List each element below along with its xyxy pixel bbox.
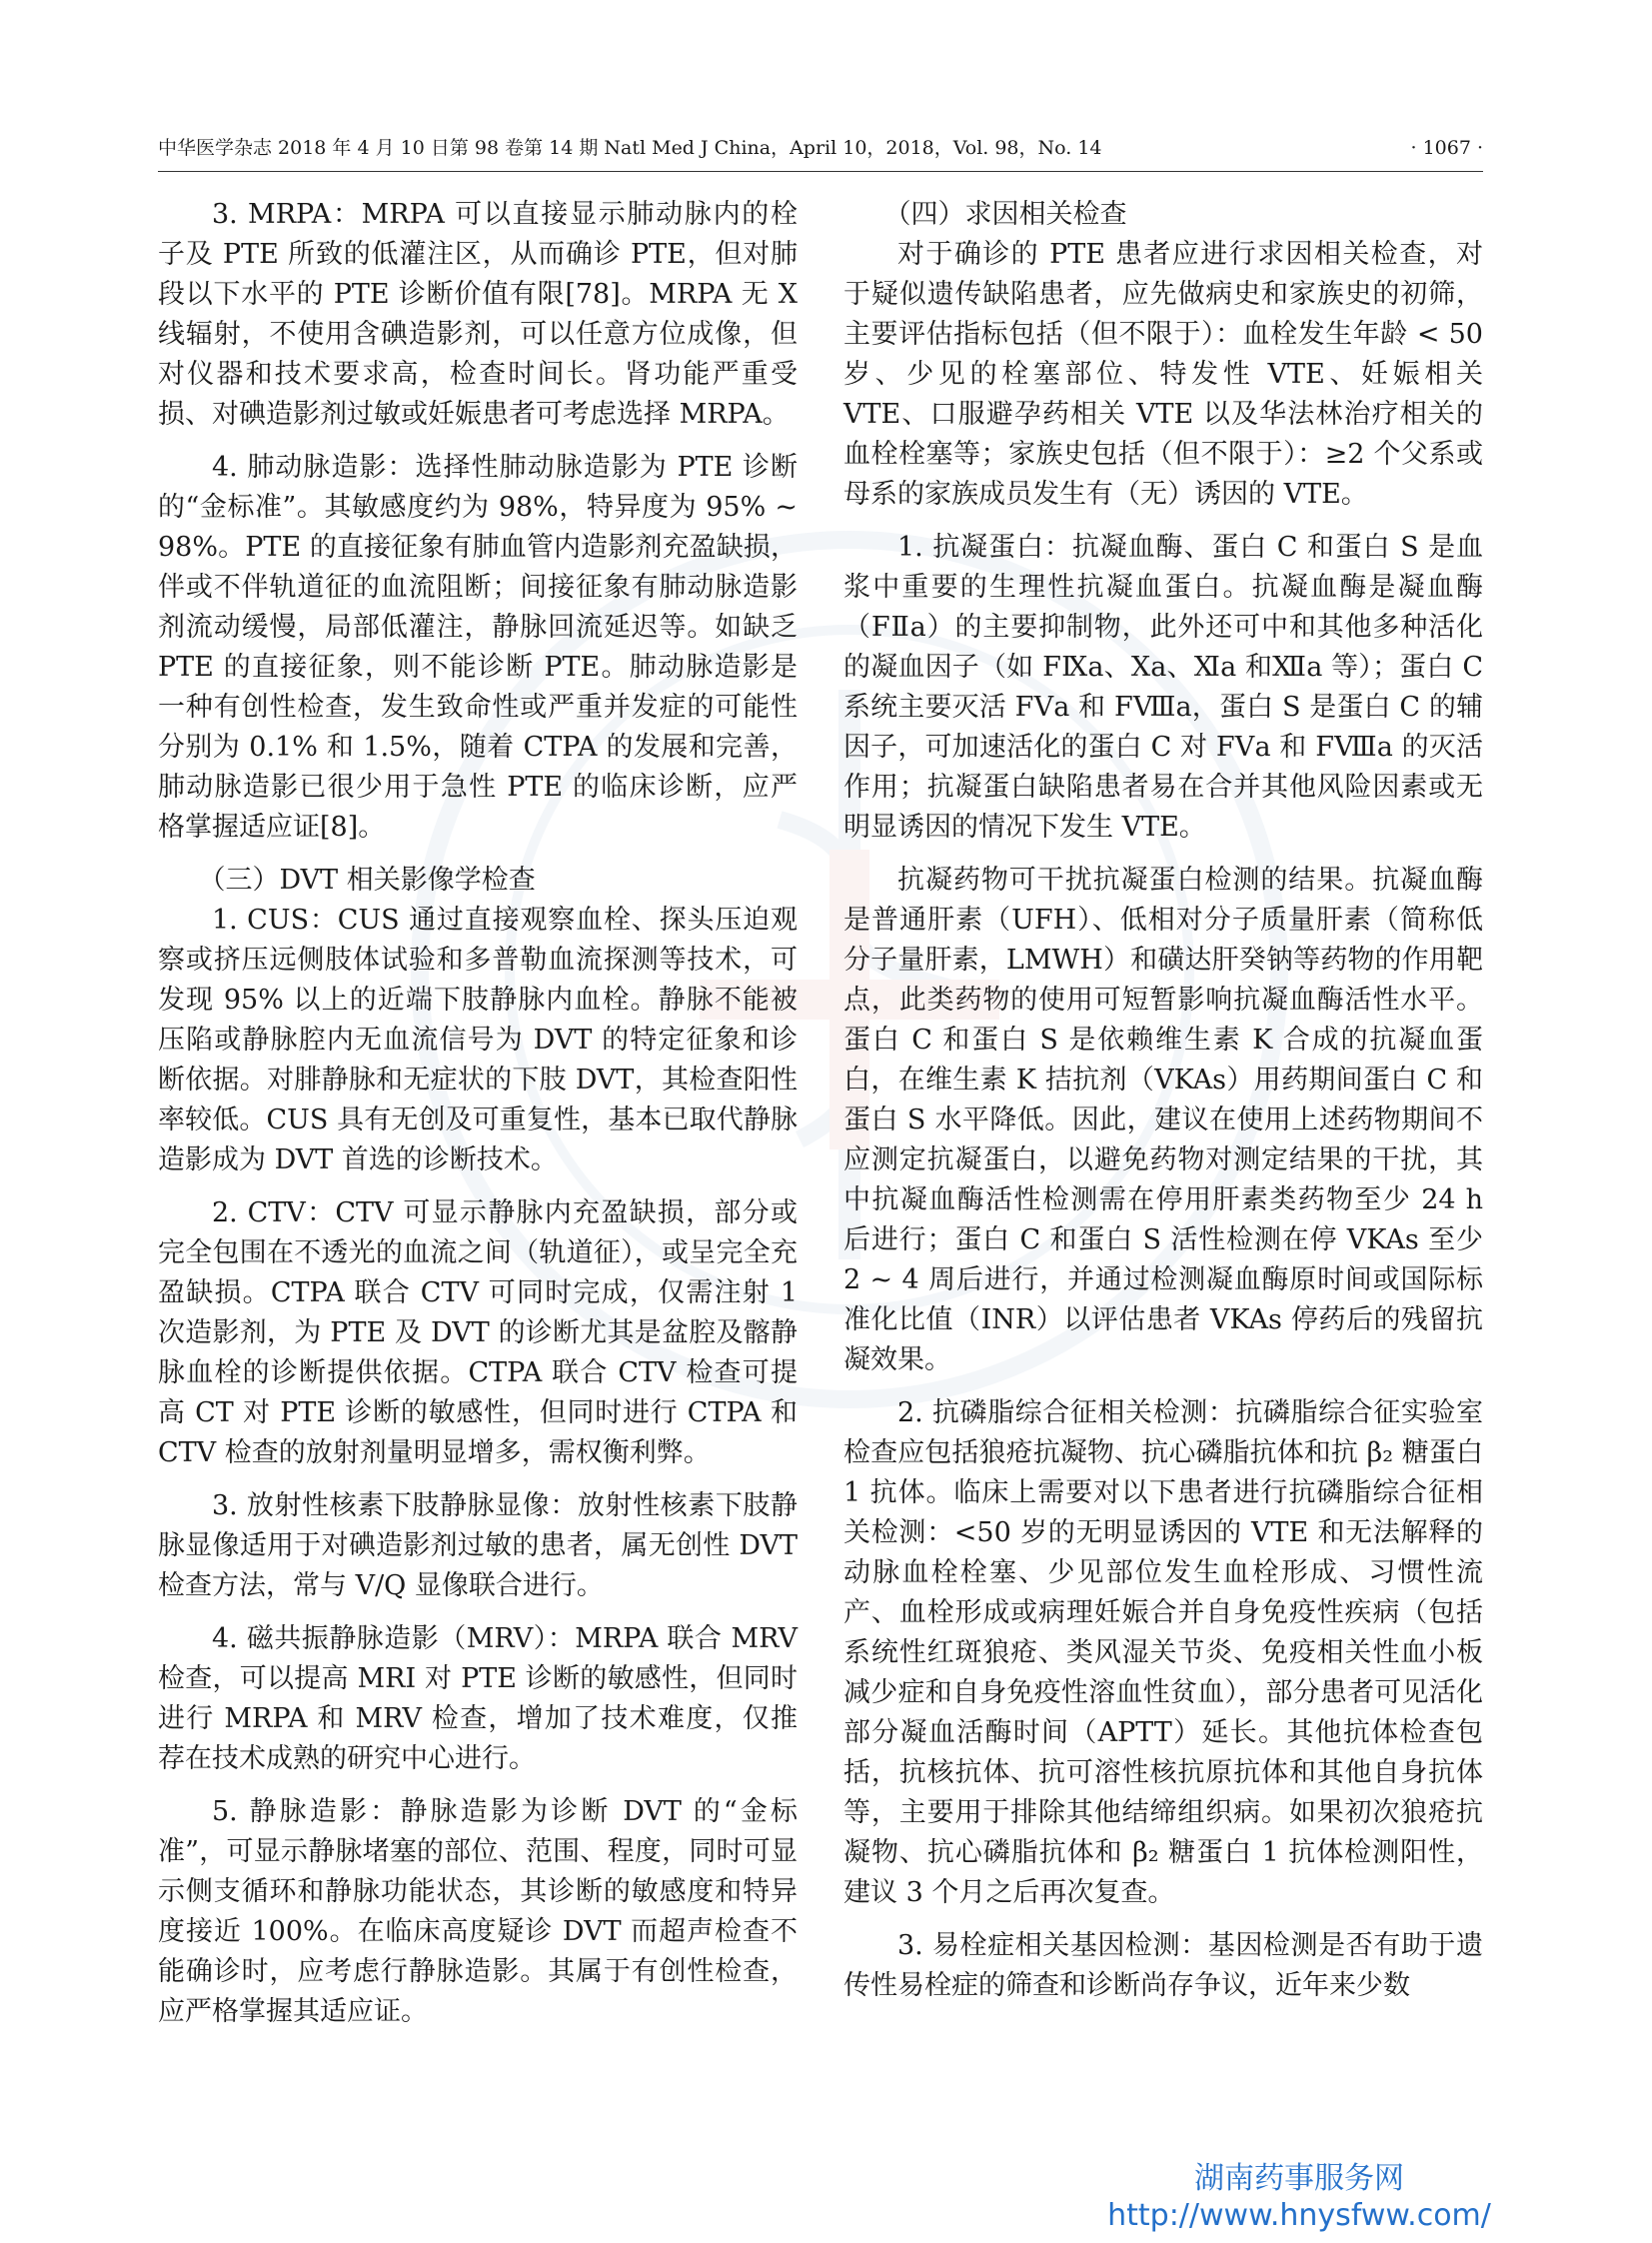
paragraph-radionuclide: 3. 放射性核素下肢静脉显像：放射性核素下肢静脉显像适用于对碘造影剂过敏的患者，属无创性 DVT 检查方法，常与 V/Q 显像联合进行。: [158, 1490, 798, 1601]
paragraph-ctv: 2. CTV：CTV 可显示静脉内充盈缺损，部分或完全包围在不透光的血流之间（轨道征），或呈完全充盈缺损。CTPA 联合 CTV 可同时完成，仅需注射 1 次造影剂，为 PTE 及 DVT 的诊断尤其是盆腔及髂静脉血栓的诊断提供依据。CTPA 联合 CTV 检查可提高 CT 对 PTE 诊断的敏感性，但同时进行 CTPA 和 CTV 检查的放射剂量明显增多，需权衡利弊。: [158, 1197, 798, 1468]
paragraph-thrombophilia-genes: 3. 易栓症相关基因检测：基因检测是否有助于遗传性易栓症的筛查和诊断尚存争议，近年来少数: [843, 1930, 1483, 2001]
paragraph-antiphospholipid: 2. 抗磷脂综合征相关检测：抗磷脂综合征实验室检查应包括狼疮抗凝物、抗心磷脂抗体和抗 β₂ 糖蛋白 1 抗体。临床上需要对以下患者进行抗磷脂综合征相关检测：<50 岁的无明显诱因的 VTE 和无法解释的动脉血栓栓塞、少见部位发生血栓形成、习惯性流产、血栓形成或病理妊娠合并自身免疫性疾病（包括系统性红斑狼疮、类风湿关节炎、免疫相关性血小板减少症和自身免疫性溶血性贫血），部分患者可见活化部分凝血活酶时间（APTT）延长。其他抗体检查包括，抗核抗体、抗可溶性核抗原抗体和其他自身抗体等，主要用于排除其他结缔组织病。如果初次狼疮抗凝物、抗心磷脂抗体和 β₂ 糖蛋白 1 抗体检测阳性，建议 3 个月之后再次复查。: [843, 1397, 1483, 1908]
paragraph-cus: 1. CUS：CUS 通过直接观察血栓、探头压迫观察或挤压远侧肢体试验和多普勒血流探测等技术，可发现 95% 以上的近端下肢静脉内血栓。静脉不能被压陷或静脉腔内无血流信号为 DVT 的特定征象和诊断依据。对腓静脉和无症状的下肢 DVT，其检查阳性率较低。CUS 具有无创及可重复性，基本已取代静脉造影成为 DVT 首选的诊断技术。: [158, 905, 798, 1175]
page-number: · 1067 ·: [1410, 137, 1483, 159]
header-divider: [158, 171, 1483, 172]
paragraph-drug-interference: 抗凝药物可干扰抗凝蛋白检测的结果。抗凝血酶是普通肝素（UFH）、低相对分子质量肝素（简称低分子量肝素，LMWH）和磺达肝癸钠等药物的作用靶点，此类药物的使用可短暂影响抗凝血酶活性水平。蛋白 C 和蛋白 S 是依赖维生素 K 合成的抗凝血蛋白，在维生素 K 拮抗剂（VKAs）用药期间蛋白 C 和蛋白 S 水平降低。因此，建议在使用上述药物期间不应测定抗凝蛋白，以避免药物对测定结果的干扰，其中抗凝血酶活性检测需在停用肝素类药物至少 24 h 后进行；蛋白 C 和蛋白 S 活性检测在停 VKAs 至少 2 ~ 4 周后进行，并通过检测凝血酶原时间或国际标准化比值（INR）以评估患者 VKAs 停药后的残留抗凝效果。: [843, 865, 1483, 1375]
paragraph-etiology-intro: 对于确诊的 PTE 患者应进行求因相关检查，对于疑似遗传缺陷患者，应先做病史和家族史的初筛，主要评估指标包括（但不限于）：血栓发生年龄 < 50 岁、少见的栓塞部位、特发性 VTE、妊娠相关 VTE、口服避孕药相关 VTE 以及华法林治疗相关的血栓栓塞等；家族史包括（但不限于）：≥2 个父系或母系的家族成员发生有（无）诱因的 VTE。: [843, 239, 1483, 510]
paragraph-venography: 5. 静脉造影：静脉造影为诊断 DVT 的“金标准”，可显示静脉堵塞的部位、范围、程度，同时可显示侧支循环和静脉功能状态，其诊断的敏感度和特异度接近 100%。在临床高度疑诊 DVT 而超声检查不能确诊时，应考虑行静脉造影。其属于有创性检查，应严格掌握其适应证。: [158, 1796, 798, 2027]
running-header: [158, 128, 1483, 168]
left-column: [158, 195, 798, 2032]
paragraph-anticoagulant-proteins: 1. 抗凝蛋白：抗凝血酶、蛋白 C 和蛋白 S 是血浆中重要的生理性抗凝血蛋白。抗凝血酶是凝血酶（FⅡa）的主要抑制物，此外还可中和其他多种活化的凝血因子（如 FⅨa、Ⅹa、Ⅺa 和Ⅻa 等）；蛋白 C 系统主要灭活 FⅤa 和 FⅧa，蛋白 S 是蛋白 C 的辅因子，可加速活化的蛋白 C 对 FⅤa 和 FⅧa 的灭活作用；抗凝蛋白缺陷患者易在合并其他风险因素或无明显诱因的情况下发生 VTE。: [843, 532, 1483, 843]
source-stamp: [1079, 2161, 1519, 2235]
stamp-site-url[interactable]: http://www.hnysfww.com/: [1107, 2198, 1491, 2233]
paragraph-pulmonary-angiography: 4. 肺动脉造影：选择性肺动脉造影为 PTE 诊断的“金标准”。其敏感度约为 98%，特异度为 95% ~ 98%。PTE 的直接征象有肺血管内造影剂充盈缺损，伴或不伴轨道征的血流阻断；间接征象有肺动脉造影剂流动缓慢，局部低灌注，静脉回流延迟等。如缺乏 PTE 的直接征象，则不能诊断 PTE。肺动脉造影是一种有创性检查，发生致命性或严重并发症的可能性分别为 0.1% 和 1.5%，随着 CTPA 的发展和完善，肺动脉造影已很少用于急性 PTE 的临床诊断，应严格掌握适应证[8]。: [158, 452, 798, 843]
paragraph-mrpa: 3. MRPA：MRPA 可以直接显示肺动脉内的栓子及 PTE 所致的低灌注区，从而确诊 PTE，但对肺段以下水平的 PTE 诊断价值有限[78]。MRPA 无 X 线辐射，不使用含碘造影剂，可以任意方位成像，但对仪器和技术要求高，检查时间长。肾功能严重受损、对碘造影剂过敏或妊娠患者可考虑选择 MRPA。: [158, 199, 798, 430]
paragraph-mrv: 4. 磁共振静脉造影（MRV）：MRPA 联合 MRV 检查，可以提高 MRI 对 PTE 诊断的敏感性，但同时进行 MRPA 和 MRV 检查，增加了技术难度，仅推荐在技术成熟的研究中心进行。: [158, 1623, 798, 1774]
journal-citation: 中华医学杂志 2018 年 4 月 10 日第 98 卷第 14 期 Natl Med J China，April 10，2018，Vol. 98，No. 14: [158, 137, 1102, 159]
right-column: [843, 195, 1483, 2006]
stamp-site-name: 湖南药事服务网: [1194, 2161, 1404, 2196]
section-heading-etiology: （四）求因相关检查: [883, 199, 1127, 230]
section-heading-dvt-imaging: （三）DVT 相关影像学检查: [198, 865, 536, 896]
